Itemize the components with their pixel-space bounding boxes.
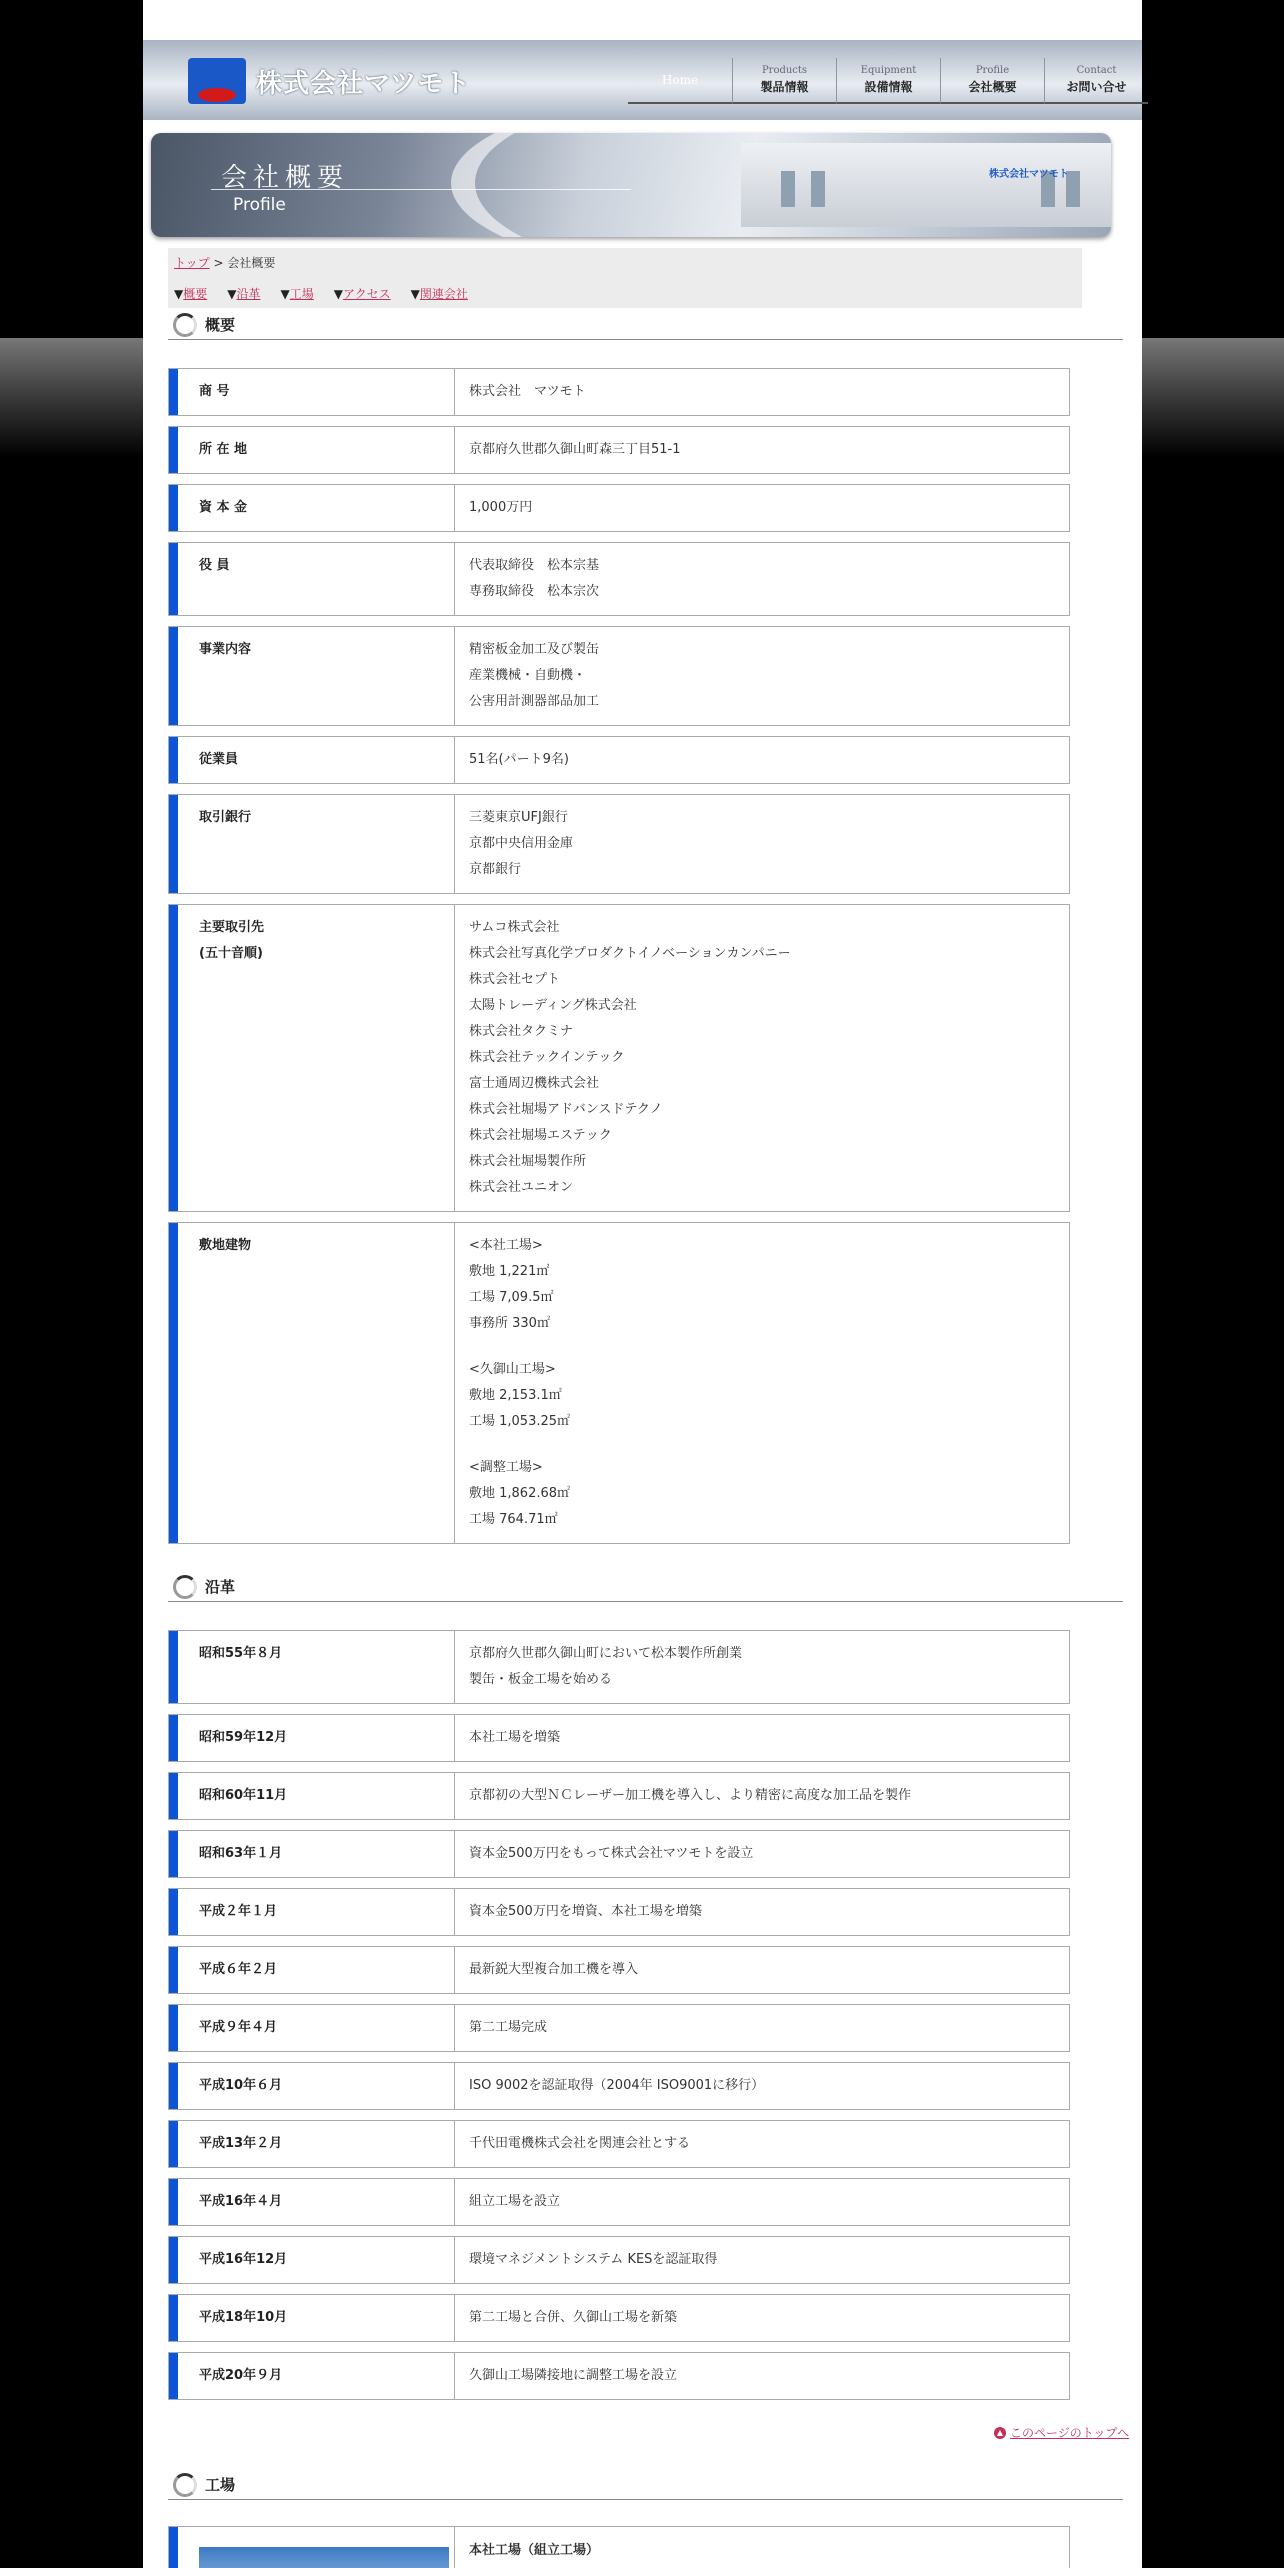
banner-building-image xyxy=(741,143,1111,227)
row-label xyxy=(169,2179,455,2225)
row-value-text: 富士通周辺機株式会社 xyxy=(469,1076,600,1091)
table-row xyxy=(168,484,1070,532)
row-label-text: 昭和63年１月 xyxy=(199,1846,283,1861)
row-label xyxy=(169,1889,455,1935)
triangle-icon: ▼ xyxy=(174,287,184,301)
row-label-text: 平成13年２月 xyxy=(199,2136,283,2151)
nav-profile[interactable] xyxy=(940,58,1044,104)
table-row xyxy=(168,542,1070,616)
row-value xyxy=(455,795,1069,893)
row-label-text: 平成20年９月 xyxy=(199,2368,283,2383)
nav-home[interactable] xyxy=(628,58,732,104)
table-row xyxy=(168,1772,1070,1820)
nav-label-ja: お問い合せ xyxy=(1066,80,1127,94)
row-label-text: 事業内容 xyxy=(199,642,252,657)
row-value-text: ISO 9002を認証取得（2004年 ISO9001に移行） xyxy=(469,2078,765,2093)
row-value-text: 株式会社 マツモト xyxy=(469,384,586,399)
section-ring-icon xyxy=(173,1575,197,1599)
nav-label-ja: 製品情報 xyxy=(760,80,809,94)
row-value xyxy=(455,1631,1069,1703)
row-label-text: 資 本 金 xyxy=(199,500,248,515)
row-label xyxy=(169,2353,455,2399)
row-value-text: 工場 764.71㎡ xyxy=(469,1512,558,1527)
triangle-icon: ▼ xyxy=(410,287,420,301)
table-row xyxy=(168,794,1070,894)
table-row xyxy=(168,1714,1070,1762)
nav-equipment[interactable] xyxy=(836,58,940,104)
table-row xyxy=(168,2236,1070,2284)
table-row xyxy=(168,1946,1070,1994)
row-label-text: 平成16年４月 xyxy=(199,2194,283,2209)
factory-row xyxy=(168,2526,1070,2568)
row-value-text: 産業機械・自動機・ xyxy=(469,668,587,683)
breadcrumb-current: 会社概要 xyxy=(227,256,276,270)
row-value xyxy=(455,2237,1069,2283)
row-value-text: サムコ株式会社 xyxy=(469,920,560,935)
row-value xyxy=(455,369,1069,415)
nav-label-ja: 会社概要 xyxy=(968,80,1017,94)
anchor-link-overview[interactable]: 概要 xyxy=(183,287,208,301)
spacer xyxy=(469,1337,1055,1357)
building-window xyxy=(781,171,795,207)
factory-name: 本社工場（組立工場） xyxy=(469,2543,600,2558)
row-value xyxy=(455,1223,1069,1543)
row-value-text: 株式会社堀場アドバンスドテクノ xyxy=(469,1102,663,1117)
row-label xyxy=(169,1631,455,1703)
row-value-text: 精密板金加工及び製缶 xyxy=(469,642,600,657)
row-value-text: 資本金500万円を増資、本社工場を増築 xyxy=(469,1904,702,1919)
triangle-icon: ▼ xyxy=(280,287,290,301)
row-value-text: 久御山工場隣接地に調整工場を設立 xyxy=(469,2368,678,2383)
table-row xyxy=(168,1888,1070,1936)
nav-label-en: Equipment xyxy=(860,65,917,76)
row-value-text: 京都府久世郡久御山町において松本製作所創業 xyxy=(469,1646,743,1661)
anchor-link-affiliates[interactable]: 関連会社 xyxy=(419,287,468,301)
page-top-label[interactable]: このページのトップへ xyxy=(1010,2426,1130,2440)
site-header xyxy=(143,40,1142,120)
row-label-text: 敷地建物 xyxy=(199,1238,252,1253)
row-label-text: 主要取引先 xyxy=(199,920,265,935)
row-label-text: 平成16年12月 xyxy=(199,2252,288,2267)
row-value xyxy=(455,2179,1069,2225)
row-value-text: 敷地 1,862.68㎡ xyxy=(469,1486,571,1501)
row-value-text: 京都銀行 xyxy=(469,862,522,877)
row-value xyxy=(455,2005,1069,2051)
anchor-link-factory[interactable]: 工場 xyxy=(289,287,314,301)
row-label xyxy=(169,485,455,531)
row-value-text: 株式会社堀場製作所 xyxy=(469,1154,587,1169)
row-label xyxy=(169,543,455,615)
row-value-text: 1,000万円 xyxy=(469,500,533,515)
breadcrumb-box xyxy=(168,248,1082,308)
anchor-item xyxy=(334,285,391,302)
row-value-text: <調整工場> xyxy=(469,1460,543,1475)
row-value xyxy=(455,1831,1069,1877)
row-label-text: 平成９年４月 xyxy=(199,2020,278,2035)
row-value-text: 第二工場完成 xyxy=(469,2020,548,2035)
row-value-text: 第二工場と合併、久御山工場を新築 xyxy=(469,2310,678,2325)
row-label xyxy=(169,1223,455,1543)
table-row xyxy=(168,1630,1070,1704)
row-value xyxy=(455,543,1069,615)
anchor-item xyxy=(411,285,468,302)
row-value-text: 本社工場を増築 xyxy=(469,1730,561,1745)
row-label-text: 役 員 xyxy=(199,558,230,573)
table-row xyxy=(168,1222,1070,1544)
row-value xyxy=(455,1889,1069,1935)
row-label xyxy=(169,1831,455,1877)
page-banner xyxy=(151,133,1111,237)
building-window xyxy=(811,171,825,207)
row-label-text: 従業員 xyxy=(199,752,239,767)
row-label xyxy=(169,1947,455,1993)
anchor-item xyxy=(281,285,314,302)
row-label xyxy=(169,2005,455,2051)
row-value xyxy=(455,627,1069,725)
global-nav xyxy=(628,58,1148,104)
table-row xyxy=(168,2178,1070,2226)
row-value xyxy=(455,1773,1069,1819)
row-value-text: 京都府久世郡久御山町森三丁目51-1 xyxy=(469,442,681,457)
row-value xyxy=(455,2353,1069,2399)
row-value-text: 株式会社テックインテック xyxy=(469,1050,625,1065)
row-value-text: 公害用計測器部品加工 xyxy=(469,694,600,709)
nav-contact[interactable] xyxy=(1044,58,1148,104)
factory-photo-cell xyxy=(169,2527,455,2568)
nav-label-en: Contact xyxy=(1076,65,1117,76)
page-top-link[interactable] xyxy=(994,2424,1129,2441)
row-value-text: 専務取締役 松本宗次 xyxy=(469,584,600,599)
factory-photo xyxy=(199,2547,449,2568)
row-value-text: 株式会社セプト xyxy=(469,972,561,987)
breadcrumb-separator: > xyxy=(209,256,228,270)
row-label xyxy=(169,2237,455,2283)
row-label xyxy=(169,2295,455,2341)
section-heading-history xyxy=(168,1572,1123,1602)
row-label xyxy=(169,427,455,473)
row-label-text: 平成６年２月 xyxy=(199,1962,278,1977)
table-row xyxy=(168,368,1070,416)
nav-home-label: Home xyxy=(661,73,699,87)
table-row xyxy=(168,2062,1070,2110)
row-value xyxy=(455,485,1069,531)
section-title: 概要 xyxy=(205,316,236,334)
logo-text: 株式会社マツモト xyxy=(256,68,472,99)
row-value xyxy=(455,905,1069,1211)
row-label-text: 昭和60年11月 xyxy=(199,1788,288,1803)
row-value-text: 敷地 1,221㎡ xyxy=(469,1264,550,1279)
section-title: 沿革 xyxy=(205,1578,236,1596)
section-title: 工場 xyxy=(205,2476,236,2494)
section-ring-icon xyxy=(173,2473,197,2497)
building-sign: 株式会社マツモト xyxy=(989,169,1069,180)
row-label-text: (五十音順) xyxy=(199,946,263,961)
row-value-text: 千代田電機株式会社を関連会社とする xyxy=(469,2136,691,2151)
nav-products[interactable] xyxy=(732,58,836,104)
page-subtitle: Profile xyxy=(233,195,286,215)
row-value-text: <本社工場> xyxy=(469,1238,543,1253)
anchor-link-history[interactable]: 沿革 xyxy=(236,287,261,301)
row-value xyxy=(455,427,1069,473)
row-value-text: 京都初の大型ＮＣレーザー加工機を導入し、より精密に高度な加工品を製作 xyxy=(469,1788,912,1803)
page-title: 会社概要 xyxy=(221,163,350,193)
row-value xyxy=(455,2121,1069,2167)
arrow-up-icon: ▲ xyxy=(994,2427,1006,2439)
history-table xyxy=(168,1630,1070,2410)
row-value-text: 事務所 330㎡ xyxy=(469,1316,550,1331)
section-heading-factory xyxy=(168,2470,1123,2500)
triangle-icon: ▼ xyxy=(333,287,343,301)
row-value-text: 株式会社タクミナ xyxy=(469,1024,574,1039)
row-label-text: 平成18年10月 xyxy=(199,2310,288,2325)
row-value-text: 工場 1,053.25㎡ xyxy=(469,1414,571,1429)
row-label-text: 平成10年６月 xyxy=(199,2078,283,2093)
spacer xyxy=(469,1435,1055,1455)
row-value-text: 敷地 2,153.1㎡ xyxy=(469,1388,562,1403)
row-label xyxy=(169,1715,455,1761)
row-label-text: 商 号 xyxy=(199,384,230,399)
section-heading-overview xyxy=(168,310,1123,340)
row-label-text: 昭和55年８月 xyxy=(199,1646,283,1661)
table-row xyxy=(168,626,1070,726)
table-row xyxy=(168,2294,1070,2342)
row-value-text: 環境マネジメントシステム KESを認証取得 xyxy=(469,2252,718,2267)
row-value-text: 株式会社堀場エステック xyxy=(469,1128,612,1143)
breadcrumb-home-link[interactable]: トップ xyxy=(174,256,210,270)
row-label xyxy=(169,627,455,725)
table-row xyxy=(168,2004,1070,2052)
table-row xyxy=(168,1830,1070,1878)
row-value-text: 組立工場を設立 xyxy=(469,2194,561,2209)
row-value-text: 51名(パート9名) xyxy=(469,752,569,767)
table-row xyxy=(168,2120,1070,2168)
anchor-links xyxy=(174,285,468,302)
row-value-text: 京都中央信用金庫 xyxy=(469,836,574,851)
anchor-item xyxy=(227,285,260,302)
page xyxy=(143,0,1142,2568)
table-row xyxy=(168,426,1070,474)
row-value-text: 資本金500万円をもって株式会社マツモトを設立 xyxy=(469,1846,754,1861)
row-value-text: 代表取締役 松本宗基 xyxy=(469,558,600,573)
row-value-text: 最新鋭大型複合加工機を導入 xyxy=(469,1962,639,1977)
nav-label-en: Profile xyxy=(975,65,1010,76)
row-value xyxy=(455,2063,1069,2109)
breadcrumb xyxy=(174,254,275,271)
row-label xyxy=(169,2121,455,2167)
row-label-text: 平成２年１月 xyxy=(199,1904,278,1919)
row-value-text: 工場 7,09.5㎡ xyxy=(469,1290,554,1305)
logo[interactable] xyxy=(188,58,471,104)
row-label xyxy=(169,2063,455,2109)
anchor-item xyxy=(174,285,207,302)
overview-table xyxy=(168,368,1070,1554)
row-value-text: 太陽トレーディング株式会社 xyxy=(469,998,637,1013)
row-value-text: 株式会社ユニオン xyxy=(469,1180,574,1195)
logo-mark-icon xyxy=(188,58,246,104)
section-ring-icon xyxy=(173,313,197,337)
nav-label-ja: 設備情報 xyxy=(864,80,913,94)
table-row xyxy=(168,904,1070,1212)
table-row xyxy=(168,736,1070,784)
row-value-text: 三菱東京UFJ銀行 xyxy=(469,810,568,825)
row-label xyxy=(169,795,455,893)
row-value-text: 株式会社写真化学プロダクトイノベーションカンパニー xyxy=(469,946,791,961)
row-value xyxy=(455,737,1069,783)
row-label xyxy=(169,905,455,1211)
nav-label-en: Products xyxy=(761,65,808,76)
row-label-text: 取引銀行 xyxy=(199,810,252,825)
row-value xyxy=(455,1947,1069,1993)
anchor-link-access[interactable]: アクセス xyxy=(342,287,391,301)
row-label-text: 昭和59年12月 xyxy=(199,1730,288,1745)
row-value xyxy=(455,2295,1069,2341)
table-row xyxy=(168,2352,1070,2400)
row-value xyxy=(455,1715,1069,1761)
row-value-text: <久御山工場> xyxy=(469,1362,556,1377)
row-label xyxy=(169,369,455,415)
row-value-text: 製缶・板金工場を始める xyxy=(469,1672,613,1687)
row-label xyxy=(169,1773,455,1819)
row-label-text: 所 在 地 xyxy=(199,442,248,457)
row-label xyxy=(169,737,455,783)
triangle-icon: ▼ xyxy=(227,287,237,301)
